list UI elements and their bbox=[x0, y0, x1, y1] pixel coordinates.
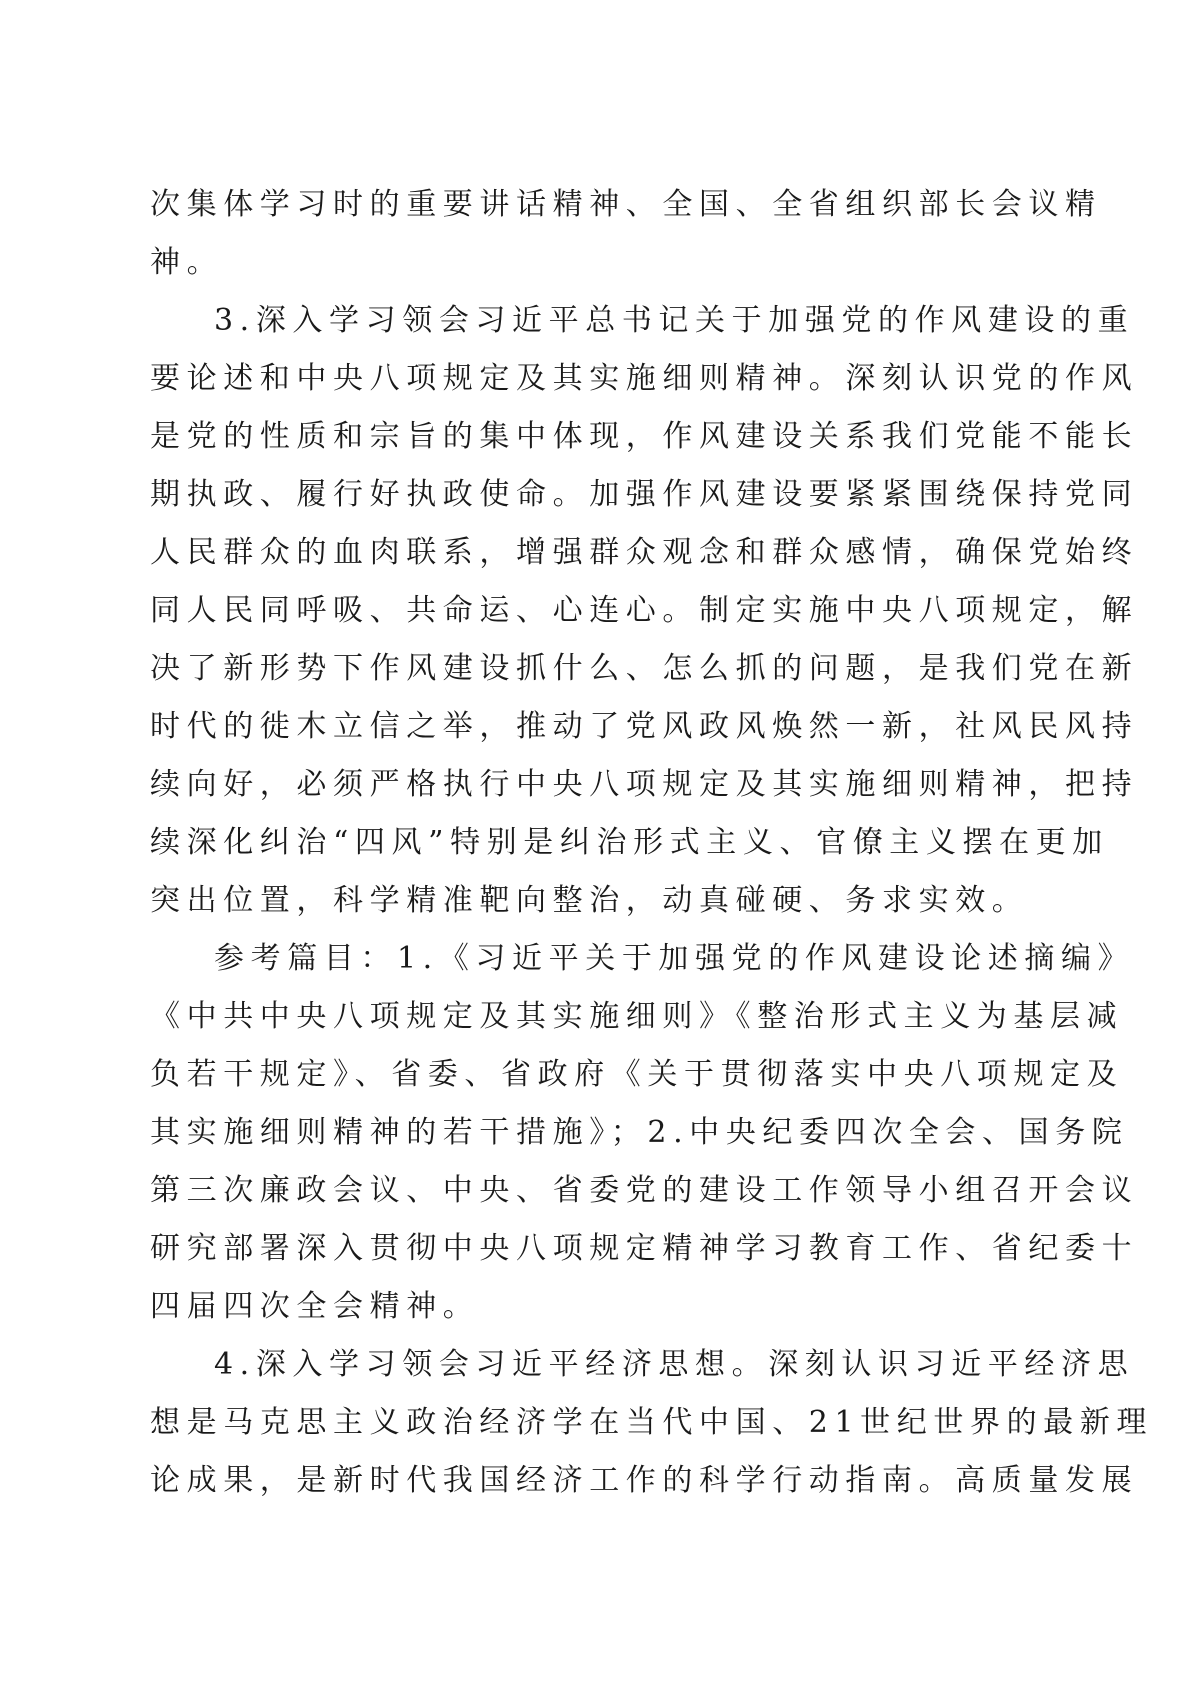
body-text bbox=[150, 176, 1153, 1510]
text-line: 时代的徙木立信之举，推动了党风政风焕然一新，社风民风持 bbox=[150, 709, 1139, 744]
text-line: 想是马克思主义政治经济学在当代中国、21世纪世界的最新理 bbox=[150, 1405, 1153, 1440]
text-line: 次集体学习时的重要讲话精神、全国、全省组织部长会议精 bbox=[150, 187, 1102, 222]
text-line: 其实施细则精神的若干措施》；2.中央纪委四次全会、国务院 bbox=[150, 1115, 1129, 1150]
reference-heading-line: 参考篇目：1.《习近平关于加强党的作风建设论述摘编》 bbox=[214, 941, 1135, 976]
text-line: 《中共中央八项规定及其实施细则》《整治形式主义为基层减 bbox=[150, 999, 1124, 1034]
text-line: 期执政、履行好执政使命。加强作风建设要紧紧围绕保持党同 bbox=[150, 477, 1139, 512]
section-3-heading-line: 3.深入学习领会习近平总书记关于加强党的作风建设的重 bbox=[214, 303, 1135, 338]
text-line: 决了新形势下作风建设抓什么、怎么抓的问题，是我们党在新 bbox=[150, 651, 1139, 686]
text-line: 神。 bbox=[150, 245, 224, 280]
text-line: 四届四次全会精神。 bbox=[150, 1289, 480, 1324]
text-line: 要论述和中央八项规定及其实施细则精神。深刻认识党的作风 bbox=[150, 361, 1139, 396]
text-line: 第三次廉政会议、中央、省委党的建设工作领导小组召开会议 bbox=[150, 1173, 1139, 1208]
text-line: 人民群众的血肉联系，增强群众观念和群众感情，确保党始终 bbox=[150, 535, 1139, 570]
text-line: 负若干规定》、省委、省政府《关于贯彻落实中央八项规定及 bbox=[150, 1057, 1124, 1092]
section-4-heading-line: 4.深入学习领会习近平经济思想。深刻认识习近平经济思 bbox=[214, 1347, 1135, 1382]
text-line: 续向好，必须严格执行中央八项规定及其实施细则精神，把持 bbox=[150, 767, 1139, 802]
text-line: 突出位置，科学精准靶向整治，动真碰硬、务求实效。 bbox=[150, 883, 1029, 918]
text-line: 同人民同呼吸、共命运、心连心。制定实施中央八项规定，解 bbox=[150, 593, 1139, 628]
text-line: 续深化纠治“四风”特别是纠治形式主义、官僚主义摆在更加 bbox=[150, 825, 1109, 860]
text-line: 论成果，是新时代我国经济工作的科学行动指南。高质量发展 bbox=[150, 1463, 1139, 1498]
text-line: 是党的性质和宗旨的集中体现，作风建设关系我们党能不能长 bbox=[150, 419, 1139, 454]
text-line: 研究部署深入贯彻中央八项规定精神学习教育工作、省纪委十 bbox=[150, 1231, 1139, 1266]
